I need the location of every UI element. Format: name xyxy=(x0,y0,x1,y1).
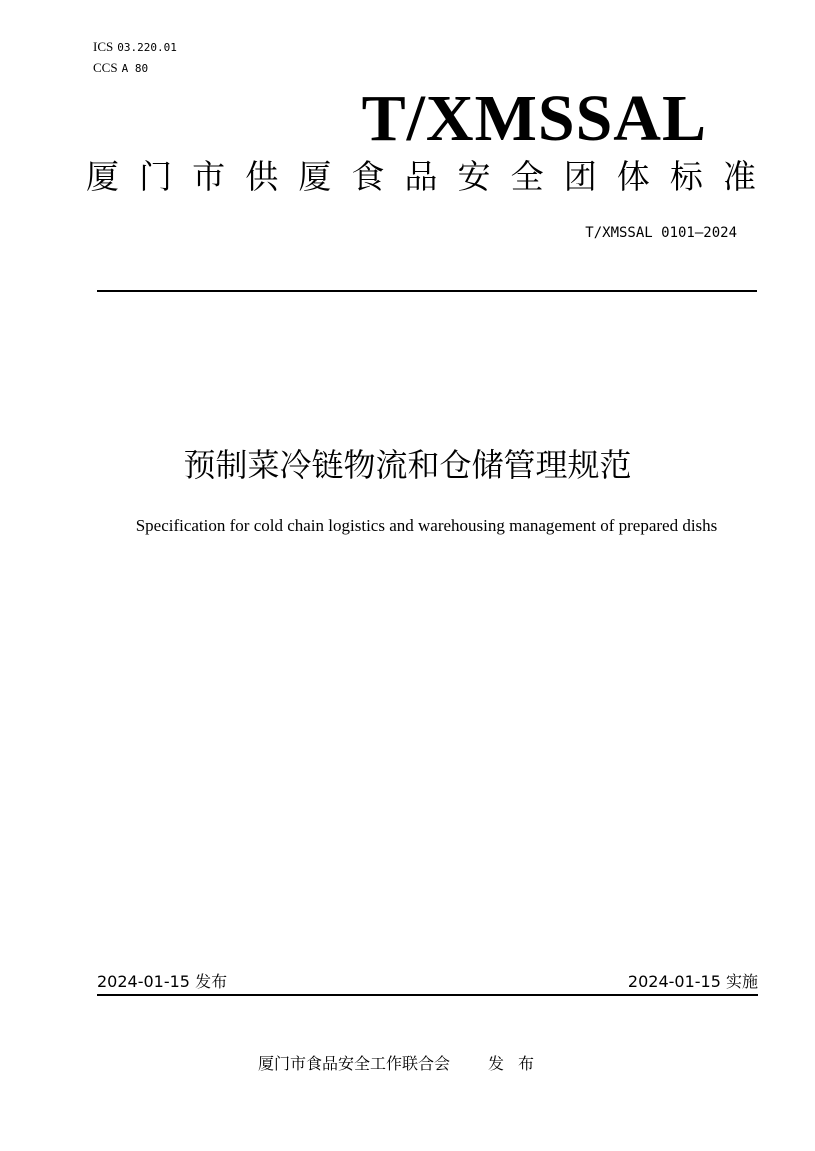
org-char: 门 xyxy=(139,157,173,196)
document-title-english: Specification for cold chain logistics and warehousing management of prepared dishs xyxy=(135,516,718,535)
issuer-action: 发布 xyxy=(488,1054,549,1073)
issuer-name: 厦门市食品安全工作联合会 xyxy=(258,1054,451,1073)
org-char: 体 xyxy=(616,157,650,196)
org-char: 全 xyxy=(510,157,544,196)
implementation-date: 2024-01-15 实施 xyxy=(627,972,758,991)
standard-number: T/XMSSAL 0101—2024 xyxy=(585,225,737,241)
org-char: 厦 xyxy=(298,157,332,196)
org-char: 安 xyxy=(457,157,491,196)
ccs-classification xyxy=(93,61,148,76)
document-title-chinese: 预制菜冷链物流和仓储管理规范 xyxy=(183,446,632,484)
org-char: 准 xyxy=(722,157,756,196)
ics-label: ICS xyxy=(93,39,114,54)
ics-value: 03.220.01 xyxy=(117,41,177,54)
org-char: 厦 xyxy=(86,157,119,196)
org-char: 食 xyxy=(351,157,385,196)
standard-code-mark: T/XMSSAL xyxy=(361,82,707,155)
org-char: 供 xyxy=(245,157,279,196)
ics-classification xyxy=(93,40,177,55)
publish-date: 2024-01-15 发布 xyxy=(97,972,228,991)
org-char: 品 xyxy=(404,157,438,196)
bottom-divider xyxy=(97,994,758,996)
top-divider xyxy=(97,290,757,292)
ccs-value: A 80 xyxy=(121,62,149,75)
org-char: 标 xyxy=(669,157,703,196)
organization-standard-name xyxy=(86,155,756,199)
issuing-body xyxy=(258,1053,548,1075)
org-char: 市 xyxy=(192,157,226,196)
org-char: 团 xyxy=(563,157,597,196)
ccs-label: CCS xyxy=(93,60,118,75)
